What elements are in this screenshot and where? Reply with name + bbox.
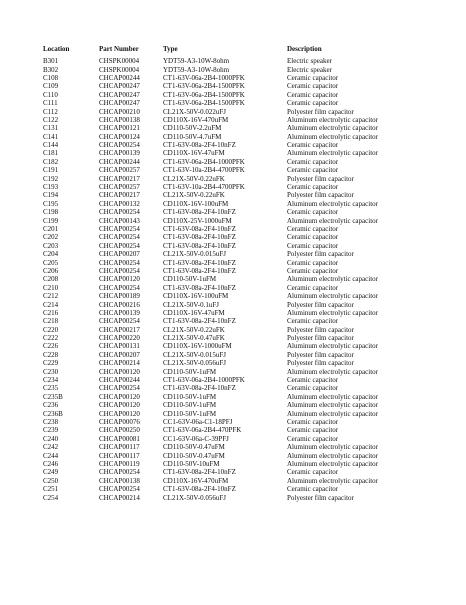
cell-description: Polyester film capacitor — [287, 493, 354, 502]
cell-location: C111 — [43, 99, 58, 108]
cell-description: Polyester film capacitor — [287, 350, 354, 359]
cell-location: C234 — [43, 376, 59, 385]
cell-part-number: CHCAP00120 — [99, 409, 140, 418]
table-row — [43, 174, 427, 182]
table-row — [43, 208, 427, 216]
cell-type: CD110X-16V-100uFM — [163, 292, 229, 301]
cell-type: CT1-63V-08a-2F4-10nFZ — [163, 225, 236, 233]
header-type: Type — [163, 44, 178, 53]
cell-description: Ceramic capacitor — [287, 468, 339, 477]
cell-description: Ceramic capacitor — [287, 82, 339, 91]
cell-part-number: CHCAP00138 — [99, 476, 140, 485]
header-location: Location — [43, 44, 70, 53]
parts-list-table — [43, 44, 427, 502]
cell-part-number: CHCAP00254 — [99, 241, 140, 250]
cell-type: CD110X-16V-47uFM — [163, 308, 225, 317]
cell-description: Ceramic capacitor — [287, 434, 339, 443]
cell-part-number: CHCAP00119 — [99, 459, 140, 468]
cell-part-number: CHCAP00120 — [99, 275, 140, 284]
table-row — [43, 367, 427, 375]
cell-location: C204 — [43, 250, 59, 259]
cell-part-number: CHCAP00257 — [99, 166, 140, 175]
cell-part-number: CHCAP00244 — [99, 376, 140, 385]
cell-type: CC1-63V-06a-C1-18PFJ — [163, 417, 233, 426]
cell-description: Polyester film capacitor — [287, 191, 354, 200]
cell-type: CD110-50V-2.2uFM — [163, 124, 222, 133]
cell-description: Aluminum electrolytic capacitor — [287, 451, 378, 460]
table-row — [43, 435, 427, 443]
cell-part-number: CHCAP00257 — [99, 183, 140, 192]
cell-part-number: CHCAP00254 — [99, 384, 140, 393]
cell-part-number: CHCAP00207 — [99, 350, 140, 359]
cell-location: C181 — [43, 149, 59, 158]
cell-part-number: CHCAP00132 — [99, 199, 140, 208]
cell-location: C218 — [43, 317, 59, 326]
cell-location: C246 — [43, 459, 59, 468]
cell-part-number: CHCAP00121 — [99, 124, 140, 133]
table-row — [43, 485, 427, 493]
cell-location: C206 — [43, 266, 59, 275]
table-row — [43, 477, 427, 485]
cell-description: Aluminum electrolytic capacitor — [287, 392, 378, 401]
cell-type: CT1-63V-06a-2B4-1000PFK — [163, 376, 245, 385]
cell-description: Aluminum electrolytic capacitor — [287, 401, 378, 410]
cell-type: CT1-63V-08a-2F4-10nFZ — [163, 266, 236, 275]
cell-location: C230 — [43, 367, 59, 376]
cell-part-number: CHCAP00254 — [99, 225, 140, 233]
cell-part-number: CHCAP00081 — [99, 434, 140, 443]
cell-part-number: CHCAP00120 — [99, 401, 140, 410]
table-row — [43, 409, 427, 417]
cell-description: Aluminum electrolytic capacitor — [287, 275, 378, 284]
cell-location: C226 — [43, 342, 59, 351]
table-row — [43, 200, 427, 208]
table-row — [43, 426, 427, 434]
table-row — [43, 158, 427, 166]
cell-location: B302 — [43, 65, 59, 74]
table-row — [43, 292, 427, 300]
table-row — [43, 334, 427, 342]
cell-part-number: CHCAP00120 — [99, 392, 140, 401]
cell-type: CT1-63V-06a-2B4-1000PFK — [163, 157, 245, 166]
cell-location: C193 — [43, 183, 59, 192]
cell-part-number: CHCAP00220 — [99, 334, 140, 343]
cell-description: Aluminum electrolytic capacitor — [287, 216, 378, 225]
table-row — [43, 317, 427, 325]
table-row — [43, 451, 427, 459]
cell-part-number: CHCAP00217 — [99, 174, 140, 183]
cell-type: CL21X-50V-0.056uFJ — [163, 493, 226, 502]
table-body — [43, 57, 427, 502]
cell-part-number: CHCAP00217 — [99, 191, 140, 200]
table-row — [43, 468, 427, 476]
table-row — [43, 57, 427, 65]
cell-part-number: CHCAP00207 — [99, 250, 140, 259]
cell-location: C249 — [43, 468, 59, 477]
cell-location: C222 — [43, 334, 59, 343]
cell-location: C239 — [43, 426, 59, 435]
cell-description: Ceramic capacitor — [287, 157, 339, 166]
cell-location: C144 — [43, 141, 59, 150]
table-row — [43, 166, 427, 174]
cell-location: C229 — [43, 359, 59, 368]
cell-part-number: CHCAP00138 — [99, 115, 140, 124]
table-row — [43, 82, 427, 90]
cell-type: CT1-63V-08a-2F4-10nFZ — [163, 384, 236, 393]
cell-part-number: CHCAP00244 — [99, 73, 140, 82]
cell-description: Ceramic capacitor — [287, 384, 339, 393]
cell-location: C202 — [43, 233, 59, 242]
cell-description: Ceramic capacitor — [287, 376, 339, 385]
cell-type: CD110X-16V-470uFM — [163, 476, 229, 485]
cell-description: Aluminum electrolytic capacitor — [287, 132, 378, 141]
cell-location: C214 — [43, 300, 59, 309]
cell-part-number: CHCAP00139 — [99, 308, 140, 317]
cell-type: CT1-63V-06a-2B4-1500PFK — [163, 82, 245, 91]
cell-description: Aluminum electrolytic capacitor — [287, 115, 378, 124]
cell-description: Ceramic capacitor — [287, 99, 339, 108]
table-row — [43, 267, 427, 275]
cell-part-number: CHCAP00120 — [99, 367, 140, 376]
table-row — [43, 284, 427, 292]
cell-type: YDT59-A3-10W-8ohm — [163, 57, 230, 66]
cell-description: Polyester film capacitor — [287, 325, 354, 334]
cell-type: CT1-63V-06a-2B4-470PFK — [163, 426, 242, 435]
cell-type: CT1-63V-08a-2F4-10nFZ — [163, 317, 236, 326]
cell-part-number: CHCAP00216 — [99, 300, 140, 309]
cell-description: Aluminum electrolytic capacitor — [287, 342, 378, 351]
cell-part-number: CHCAP00247 — [99, 99, 140, 108]
cell-part-number: CHSPK00004 — [99, 65, 140, 74]
cell-location: C122 — [43, 115, 59, 124]
cell-type: CT1-63V-06a-2B4-1000PFK — [163, 73, 245, 82]
cell-part-number: CHCAP00124 — [99, 132, 140, 141]
cell-part-number: CHCAP00254 — [99, 468, 140, 477]
cell-type: CT1-63V-08a-2F4-10nFZ — [163, 241, 236, 250]
cell-part-number: CHSPK00004 — [99, 57, 140, 66]
cell-part-number: CHCAP00214 — [99, 493, 140, 502]
table-row — [43, 384, 427, 392]
table-row — [43, 225, 427, 233]
header-description: Description — [287, 44, 322, 53]
cell-description: Aluminum electrolytic capacitor — [287, 367, 378, 376]
cell-description: Ceramic capacitor — [287, 233, 339, 242]
cell-location: C251 — [43, 485, 59, 494]
table-row — [43, 342, 427, 350]
cell-type: CD110-50V-1uFM — [163, 401, 217, 410]
table-row — [43, 116, 427, 124]
table-row — [43, 216, 427, 224]
cell-description: Ceramic capacitor — [287, 73, 339, 82]
table-row — [43, 107, 427, 115]
cell-description: Polyester film capacitor — [287, 359, 354, 368]
cell-description: Ceramic capacitor — [287, 258, 339, 267]
cell-description: Polyester film capacitor — [287, 300, 354, 309]
cell-location: C210 — [43, 283, 59, 292]
cell-description: Ceramic capacitor — [287, 283, 339, 292]
cell-location: C235 — [43, 384, 59, 393]
cell-type: CC1-63V-06a-C-39PFJ — [163, 434, 229, 443]
cell-location: C194 — [43, 191, 59, 200]
cell-description: Ceramic capacitor — [287, 208, 339, 217]
table-row — [43, 376, 427, 384]
cell-location: C195 — [43, 199, 59, 208]
table-row — [43, 242, 427, 250]
cell-part-number: CHCAP00131 — [99, 342, 140, 351]
table-row — [43, 149, 427, 157]
cell-location: C110 — [43, 90, 58, 99]
cell-location: C244 — [43, 451, 59, 460]
cell-location: C109 — [43, 82, 59, 91]
cell-type: CT1-63V-08a-2F4-10nFZ — [163, 258, 236, 267]
cell-location: C203 — [43, 241, 59, 250]
cell-description: Aluminum electrolytic capacitor — [287, 199, 378, 208]
table-row — [43, 393, 427, 401]
cell-location: C238 — [43, 417, 59, 426]
cell-part-number: CHCAP00217 — [99, 325, 140, 334]
cell-location: C131 — [43, 124, 59, 133]
cell-location: C182 — [43, 157, 59, 166]
cell-type: CL21X-50V-0.22uFK — [163, 325, 225, 334]
cell-location: C240 — [43, 434, 59, 443]
cell-part-number: CHCAP00254 — [99, 258, 140, 267]
table-row — [43, 401, 427, 409]
cell-type: CD110X-16V-470uFM — [163, 115, 229, 124]
cell-location: C242 — [43, 443, 59, 452]
cell-location: C220 — [43, 325, 59, 334]
cell-type: CD110X-16V-47uFM — [163, 149, 225, 158]
cell-description: Ceramic capacitor — [287, 485, 339, 494]
cell-part-number: CHCAP00254 — [99, 283, 140, 292]
cell-type: CL21X-50V-0.015uFJ — [163, 350, 226, 359]
cell-part-number: CHCAP00189 — [99, 292, 140, 301]
cell-type: CD110X-25V-1000uFM — [163, 216, 232, 225]
cell-type: CL21X-50V-0.1uFJ — [163, 300, 219, 309]
cell-description: Aluminum electrolytic capacitor — [287, 292, 378, 301]
header-part-number: Part Number — [99, 44, 139, 53]
table-row — [43, 133, 427, 141]
cell-description: Ceramic capacitor — [287, 266, 339, 275]
table-row — [43, 74, 427, 82]
cell-type: CD110-50V-10uFM — [163, 459, 220, 468]
table-row — [43, 99, 427, 107]
cell-type: CD110-50V-4.7uFM — [163, 132, 222, 141]
table-row — [43, 141, 427, 149]
cell-description: Ceramic capacitor — [287, 317, 339, 326]
cell-part-number: CHCAP00117 — [99, 443, 140, 452]
cell-part-number: CHCAP00254 — [99, 141, 140, 150]
cell-description: Aluminum electrolytic capacitor — [287, 124, 378, 133]
cell-description: Ceramic capacitor — [287, 426, 339, 435]
cell-description: Polyester film capacitor — [287, 174, 354, 183]
table-row — [43, 351, 427, 359]
cell-location: C205 — [43, 258, 59, 267]
table-row — [43, 275, 427, 283]
cell-type: CD110-50V-1uFM — [163, 275, 217, 284]
table-row — [43, 250, 427, 258]
cell-type: CL21X-50V-0.47uFK — [163, 334, 225, 343]
cell-description: Aluminum electrolytic capacitor — [287, 476, 378, 485]
cell-type: CD110-50V-0.47uFM — [163, 451, 225, 460]
table-row — [43, 418, 427, 426]
cell-description: Ceramic capacitor — [287, 141, 339, 150]
table-row — [43, 300, 427, 308]
table-header-row — [43, 44, 427, 57]
table-row — [43, 309, 427, 317]
cell-location: C216 — [43, 308, 59, 317]
table-row — [43, 233, 427, 241]
cell-location: C201 — [43, 225, 59, 233]
cell-part-number: CHCAP00210 — [99, 107, 140, 116]
cell-location: C112 — [43, 107, 58, 116]
table-row — [43, 91, 427, 99]
cell-part-number: CHCAP00247 — [99, 82, 140, 91]
cell-type: CT1-63V-08a-2F4-10nFZ — [163, 233, 236, 242]
cell-part-number: CHCAP00143 — [99, 216, 140, 225]
table-row — [43, 359, 427, 367]
table-row — [43, 124, 427, 132]
cell-location: C254 — [43, 493, 59, 502]
cell-location: C208 — [43, 275, 59, 284]
cell-description: Ceramic capacitor — [287, 90, 339, 99]
cell-description: Aluminum electrolytic capacitor — [287, 149, 378, 158]
cell-part-number: CHCAP00254 — [99, 485, 140, 494]
cell-type: CT1-63V-08a-2F4-10nFZ — [163, 208, 236, 217]
cell-type: CT1-63V-10a-2B4-4700PFK — [163, 183, 245, 192]
cell-location: C228 — [43, 350, 59, 359]
cell-part-number: CHCAP00244 — [99, 157, 140, 166]
cell-type: CT1-63V-08a-2F4-10nFZ — [163, 485, 236, 494]
cell-location: C198 — [43, 208, 59, 217]
cell-description: Ceramic capacitor — [287, 166, 339, 175]
cell-type: CD110-50V-1uFM — [163, 409, 217, 418]
cell-description: Electric speaker — [287, 65, 332, 74]
cell-part-number: CHCAP00076 — [99, 417, 140, 426]
cell-part-number: CHCAP00254 — [99, 233, 140, 242]
cell-type: CL21X-50V-0.22uFK — [163, 174, 225, 183]
cell-location: B301 — [43, 57, 59, 66]
cell-description: Aluminum electrolytic capacitor — [287, 443, 378, 452]
cell-part-number: CHCAP00254 — [99, 317, 140, 326]
cell-type: CL21X-50V-0.22uFK — [163, 191, 225, 200]
cell-type: CT1-63V-08a-2F4-10nFZ — [163, 468, 236, 477]
cell-description: Aluminum electrolytic capacitor — [287, 409, 378, 418]
cell-part-number: CHCAP00254 — [99, 208, 140, 217]
cell-description: Polyester film capacitor — [287, 334, 354, 343]
cell-location: C199 — [43, 216, 59, 225]
table-row — [43, 65, 427, 73]
cell-location: C192 — [43, 174, 59, 183]
cell-part-number: CHCAP00250 — [99, 426, 140, 435]
cell-type: CD110-50V-1uFM — [163, 367, 217, 376]
cell-description: Ceramic capacitor — [287, 225, 339, 233]
cell-type: CD110X-16V-100uFM — [163, 199, 229, 208]
table-row — [43, 258, 427, 266]
cell-location: C108 — [43, 73, 59, 82]
cell-location: C212 — [43, 292, 59, 301]
cell-location: C236B — [43, 409, 63, 418]
cell-type: CT1-63V-06a-2B4-1500PFK — [163, 99, 245, 108]
cell-part-number: CHCAP00117 — [99, 451, 140, 460]
cell-part-number: CHCAP00214 — [99, 359, 140, 368]
table-row — [43, 443, 427, 451]
cell-location: C250 — [43, 476, 59, 485]
cell-part-number: CHCAP00254 — [99, 266, 140, 275]
cell-description: Electric speaker — [287, 57, 332, 66]
cell-type: CD110-50V-0.47uFM — [163, 443, 225, 452]
cell-type: CL21X-50V-0.015uFJ — [163, 250, 226, 259]
cell-type: YDT59-A3-10W-8ohm — [163, 65, 230, 74]
cell-part-number: CHCAP00247 — [99, 90, 140, 99]
cell-description: Aluminum electrolytic capacitor — [287, 459, 378, 468]
cell-description: Ceramic capacitor — [287, 417, 339, 426]
table-row — [43, 460, 427, 468]
table-row — [43, 493, 427, 501]
cell-description: Ceramic capacitor — [287, 241, 339, 250]
cell-location: C236 — [43, 401, 59, 410]
cell-type: CT1-63V-08a-2F4-10nFZ — [163, 141, 236, 150]
cell-type: CL21X-50V-0.056uFJ — [163, 359, 226, 368]
cell-part-number: CHCAP00139 — [99, 149, 140, 158]
cell-description: Polyester film capacitor — [287, 107, 354, 116]
cell-type: CD110X-16V-1000uFM — [163, 342, 232, 351]
cell-location: C191 — [43, 166, 59, 175]
cell-location: C141 — [43, 132, 59, 141]
cell-description: Aluminum electrolytic capacitor — [287, 308, 378, 317]
cell-location: C235B — [43, 392, 63, 401]
cell-type: CL21X-50V-0.022uFJ — [163, 107, 226, 116]
cell-description: Polyester film capacitor — [287, 250, 354, 259]
table-row — [43, 183, 427, 191]
cell-type: CT1-63V-06a-2B4-1500PFK — [163, 90, 245, 99]
cell-description: Ceramic capacitor — [287, 183, 339, 192]
table-row — [43, 326, 427, 334]
cell-type: CT1-63V-10a-2B4-4700PFK — [163, 166, 245, 175]
table-row — [43, 191, 427, 199]
cell-type: CT1-63V-08a-2F4-10nFZ — [163, 283, 236, 292]
cell-type: CD110-50V-1uFM — [163, 392, 217, 401]
